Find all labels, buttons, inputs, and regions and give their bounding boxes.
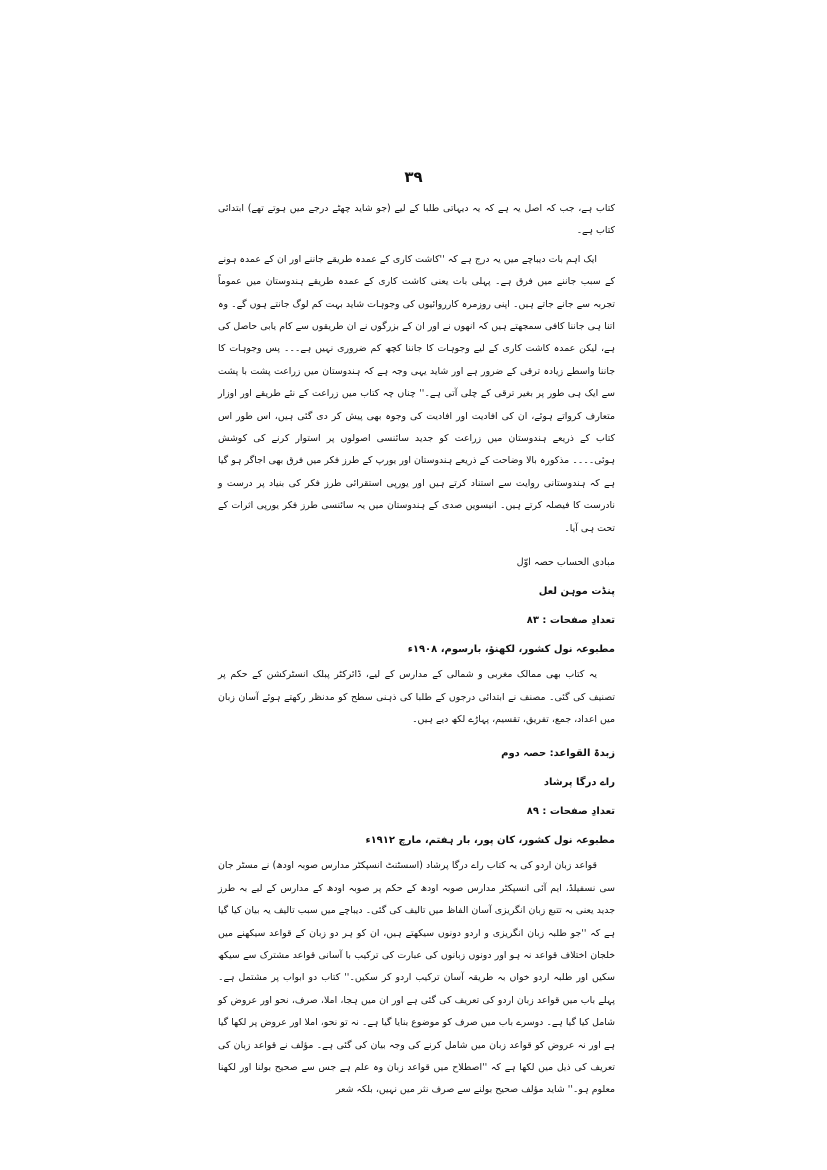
book-2-pages-value: ۸۹ <box>526 806 539 818</box>
book-1-description: یہ کتاب بھی ممالک مغربی و شمالی کے مدارس کے لیے، ڈائرکٹر پبلک انسٹرکشن کے حکم پر تصنیف کی گئی۔ مصنف نے ابتدائی درجوں کے طلبا کی ذہنی سطح کو مدنظر رکھتے ہوئے آسان زبان میں اعداد، جمع، تفریق، تقسیم، پہاڑے لکھ دیے ہیں۔ <box>218 669 615 725</box>
book-entry-2 <box>218 739 615 1101</box>
book-entry-1 <box>218 548 615 731</box>
book-1-author: پنڈت موہن لعل <box>538 586 615 598</box>
book-2-publisher: مطبوعہ نول کشور، کان پور، بار ہفتم، مارچ ۱۹۱۲ء <box>365 835 615 847</box>
book-2-title: زبدۃ القواعد: حصہ دوم <box>501 748 615 760</box>
book-1-pages <box>218 606 615 635</box>
book-2-author: راے درگا پرشاد <box>543 777 615 789</box>
book-2-description: قواعد زبان اردو کی یہ کتاب راے درگا پرشاد (اسسٹنٹ انسپکٹر مدارس صوبہ اودھ) نے مسٹر جان سی نسفیلڈ، ایم آئی انسپکٹر مدارس صوبہ اودھ کے حکم پر صوبہ اودھ کے مدارس کے لیے بہ طرز جدید یعنی بہ تتبع زبان انگریزی آسان الفاظ میں تالیف کی گئی۔ دیباچے میں سبب تالیف یہ بیان کیا گیا ہے کہ ''جو طلبہ زبان انگریزی و اردو دونوں سیکھتے ہیں، ان کو ہر دو زبان کے قواعد سیکھنے میں خلجان اختلاف قواعد نہ ہو اور دونوں زبانوں کی عبارت کی ترکیب با آسانی قواعد مشترک سے سیکھ سکیں اور طلبہ اردو خواں بہ طریقہ آسان ترکیب اردو کر سکیں۔'' کتاب دو ابواب پر مشتمل ہے۔ پہلے باب میں قواعد زبان اردو کی تعریف کی گئی ہے اور ان میں ہجا، املا، صرف، نحو اور عروض کو شامل کیا گیا ہے۔ دوسرے باب میں صرف کو موضوع بنایا گیا ہے۔ نہ تو نحو، املا اور عروض پر لکھا گیا ہے اور نہ عروض کو قواعد زبان میں شامل کرنے کی وجہ بیان کی گئی ہے۔ مؤلف نے قواعد زبان کی تعریف کی ذیل میں لکھا ہے کہ ''اصطلاح میں قواعد زبان وہ علم ہے جس سے صحیح بولنا اور لکھنا معلوم ہو۔'' شاید مؤلف صحیح بولنے سے صرف نثر میں نہیں، بلکہ شعر <box>218 860 615 1096</box>
page-body <box>218 198 615 1102</box>
book-1-pages-label: تعدادِ صفحات : <box>542 615 615 627</box>
book-1-publisher: مطبوعہ نول کشور، لکھنؤ، بارسوم، ۱۹۰۸ء <box>407 644 615 656</box>
intro-paragraph: کتاب ہے، جب کہ اصل یہ ہے کہ یہ دیہاتی طلبا کے لیے (جو شاید چھٹے درجے میں ہوتے تھے) ابتدائی کتاب ہے۔ <box>218 203 615 237</box>
book-1-title: مبادی الحساب حصہ اوّل <box>516 557 615 569</box>
preface-paragraph: ایک اہم بات دیباچے میں یہ درج ہے کہ ''کاشت کاری کے عمدہ طریقے جاننے اور ان کے عمدہ ہونے کے سبب جاننے میں فرق ہے۔ پہلی بات یعنی کاشت کاری کے عمدہ طریقے ہندوستان میں عموماً تجربہ سے جانے جاتے ہیں۔ اپنی روزمرہ کارروائیوں کی وجوہات شاید بہت کم لوگ جانتے ہوں گے۔ وہ اتنا ہی جاننا کافی سمجھتے ہیں کہ انھوں نے اور ان کے بزرگوں نے ان طریقوں سے کام یابی حاصل کی ہے، لیکن عمدہ کاشت کاری کے لیے وجوہات کا جاننا کچھ کم ضروری نہیں ہے۔۔۔ پس وجوہات کا جاننا واسطے زیادہ ترقی کے ضرور ہے اور شاید یہی وجہ ہے کہ ہندوستان میں زراعت پشت با پشت سے ایک ہی طور پر بغیر ترقی کے چلی آتی ہے۔'' چناں چہ کتاب میں زراعت کے نئے طریقے اور اوزار متعارف کرواتے ہوئے، ان کی افادیت اور افادیت کی وجوہ بھی پیش کر دی گئی ہیں، اس طور اس کتاب کے ذریعے ہندوستان میں زراعت کو جدید سائنسی اصولوں پر استوار کرنے کی کوشش ہوئی۔۔۔۔ مذکورہ بالا وضاحت کے ذریعے ہندوستان اور یورپ کے طرز فکر میں فرق بھی اجاگر ہو گیا ہے کہ ہندوستانی روایت سے استناد کرتے ہیں اور یورپی استقرائی طرز فکر کی بنیاد پر درست و نادرست کا فیصلہ کرتے ہیں۔ انیسویں صدی کے ہندوستان میں یہ سائنسی طرز فکر یورپی اثرات کے تحت ہی آیا۔ <box>218 253 615 534</box>
book-2-pages-label: تعدادِ صفحات : <box>542 806 615 818</box>
page-number: ۳۹ <box>404 168 423 186</box>
book-1-pages-value: ۸۳ <box>526 615 539 627</box>
book-2-pages <box>218 797 615 826</box>
